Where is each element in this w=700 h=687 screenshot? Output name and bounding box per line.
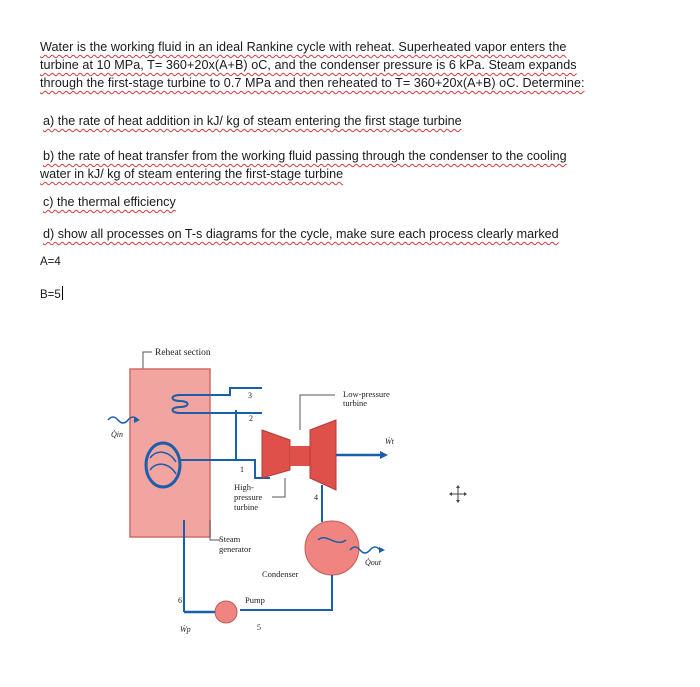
state-2: 2 bbox=[249, 414, 253, 423]
lp-turbine bbox=[310, 420, 336, 490]
hp-label-2: pressure bbox=[234, 492, 263, 502]
intro-line-1: Water is the working fluid in an ideal Rankine cycle with reheat. Superheated vapor enters the bbox=[40, 40, 567, 54]
steam-gen-label-1: Steam bbox=[219, 534, 241, 544]
part-b-line-2: water in kJ/ kg of steam entering the first-stage turbine bbox=[40, 167, 344, 181]
pump-label: Pump bbox=[245, 595, 265, 605]
state-5: 5 bbox=[257, 623, 261, 632]
state-1: 1 bbox=[240, 465, 244, 474]
given-b: B=5 bbox=[40, 289, 61, 301]
reheat-section-label: Reheat section bbox=[155, 348, 211, 358]
state-4: 4 bbox=[314, 493, 318, 502]
qin-label: Q̇in bbox=[111, 430, 123, 439]
condenser-label: Condenser bbox=[262, 569, 299, 579]
hp-turbine-pointer bbox=[272, 478, 285, 497]
part-d-text: d) show all processes on T-s diagrams for the cycle, make sure each process clearly marked bbox=[43, 227, 559, 241]
state-3: 3 bbox=[248, 391, 252, 400]
part-a-text: a) the rate of heat addition in kJ/ kg of steam entering the first stage turbine bbox=[43, 114, 462, 128]
wp-label: Ẇp bbox=[180, 625, 191, 634]
move-cursor-icon bbox=[449, 485, 467, 503]
pump bbox=[215, 601, 237, 623]
steam-gen-label-2: generator bbox=[219, 544, 252, 554]
intro-line-3: through the first-stage turbine to 0.7 MPa and then reheated to T= 360+20x(A+B) oC. Determine: bbox=[40, 76, 585, 90]
qout-label: Q̇out bbox=[365, 558, 381, 567]
lp-turbine-label-2: turbine bbox=[343, 398, 368, 408]
hp-label-1: High- bbox=[234, 482, 254, 492]
turbine-shaft-block bbox=[290, 446, 310, 466]
intro-line-2: turbine at 10 MPa, T= 360+20x(A+B) oC, and the condenser pressure is 6 kPa. Steam expands bbox=[40, 58, 577, 72]
state-6: 6 bbox=[178, 596, 182, 605]
lp-turbine-label-1: Low-pressure bbox=[343, 389, 390, 399]
wt-arrowhead bbox=[380, 451, 388, 459]
part-c-text: c) the thermal efficiency bbox=[43, 195, 176, 209]
given-a: A=4 bbox=[40, 256, 61, 268]
hp-turbine bbox=[262, 430, 290, 478]
qout-arrowhead bbox=[379, 547, 385, 553]
wt-label: Ẇt bbox=[385, 437, 394, 446]
hp-label-3: turbine bbox=[234, 502, 259, 512]
part-b-line-1: b) the rate of heat transfer from the working fluid passing through the condenser to the cooling bbox=[43, 149, 567, 163]
